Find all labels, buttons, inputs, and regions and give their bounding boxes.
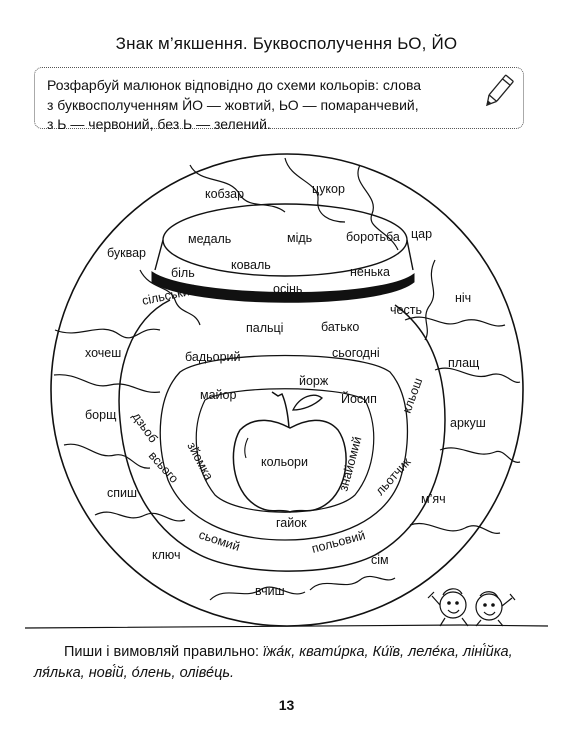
word-palci: пальці — [246, 321, 284, 335]
word-mid: мідь — [287, 231, 313, 245]
word-plashch: плащ — [448, 356, 480, 370]
apple-leaf — [293, 395, 322, 410]
apple-stem — [272, 392, 289, 428]
word-klyosh: кльош — [399, 376, 426, 416]
exercise-words-1: їжа́к, квати́рка, Ки́їв, леле́ка, ліні́йка, — [263, 644, 513, 660]
word-yorzh: йорж — [299, 374, 329, 388]
word-koval: коваль — [231, 258, 271, 272]
word-lotchyk: льотчик — [372, 455, 414, 499]
word-sim: сім — [371, 553, 389, 567]
word-osin: осінь — [273, 282, 303, 296]
word-bukvar: буквар — [107, 246, 147, 260]
word-bil: біль — [171, 266, 195, 280]
word-znaiomyi: знайомий — [336, 434, 365, 493]
word-spysh: спиш — [107, 486, 138, 500]
word-dzyob: дзьоб — [129, 409, 161, 446]
word-ziomka: зйомка — [184, 439, 216, 483]
word-chest: честь — [390, 303, 422, 317]
word-somyi: сьомий — [197, 527, 242, 554]
task-line-2: з буквосполученням ЙО — жовтий, ЬО — помаранчевий, — [47, 96, 419, 113]
outer-circle — [51, 154, 523, 626]
word-khochesh: хочеш — [85, 346, 122, 360]
apple-highlight — [245, 438, 248, 458]
word-arkush: аркуш — [450, 416, 486, 430]
puzzle-lines — [54, 158, 520, 600]
word-miach: м’яч — [421, 492, 446, 506]
task-line-3: з Ь — червоний, без Ь — зелений. — [47, 116, 271, 132]
word-silskyi: сільський — [140, 282, 198, 308]
word-sohodni: сьогодні — [332, 346, 380, 360]
page-title: Знак м’якшення. Буквосполучення ЬО, ЙО — [115, 34, 458, 53]
word-kolory: кольори — [261, 455, 308, 469]
word-kobzar: кобзар — [205, 187, 245, 201]
word-polovyi: польовий — [310, 528, 367, 556]
word-tsukor: цукор — [312, 182, 345, 196]
word-nich: ніч — [455, 291, 472, 305]
word-badyoryi: бадьорий — [185, 350, 241, 364]
word-batko: батько — [321, 320, 360, 334]
children-icon — [428, 589, 515, 626]
word-borshch: борщ — [85, 408, 117, 422]
word-haiok: гайок — [276, 516, 307, 530]
page-number: 13 — [278, 697, 295, 713]
exercise-lead: Пиши і вимовляй правильно: — [64, 644, 260, 660]
word-maior: майор — [200, 388, 237, 402]
word-borotba: боротьба — [346, 230, 400, 244]
word-nenka: ненька — [350, 265, 390, 279]
word-tsar: цар — [411, 227, 433, 241]
word-medal: медаль — [188, 232, 232, 246]
task-line-1: Розфарбуй малюнок відповідно до схеми кольорів: слова — [47, 77, 422, 93]
pronunciation-exercise — [34, 642, 544, 684]
word-vsoho: всього — [145, 448, 182, 486]
word-yosyp: Йосип — [341, 392, 377, 406]
word-kliuch: ключ — [152, 548, 181, 562]
jar-body — [119, 300, 445, 571]
exercise-words-2: ля́лька, нові́й, о́лень, оліве́ць. — [34, 665, 235, 681]
word-vchysh: вчиш — [255, 584, 285, 598]
